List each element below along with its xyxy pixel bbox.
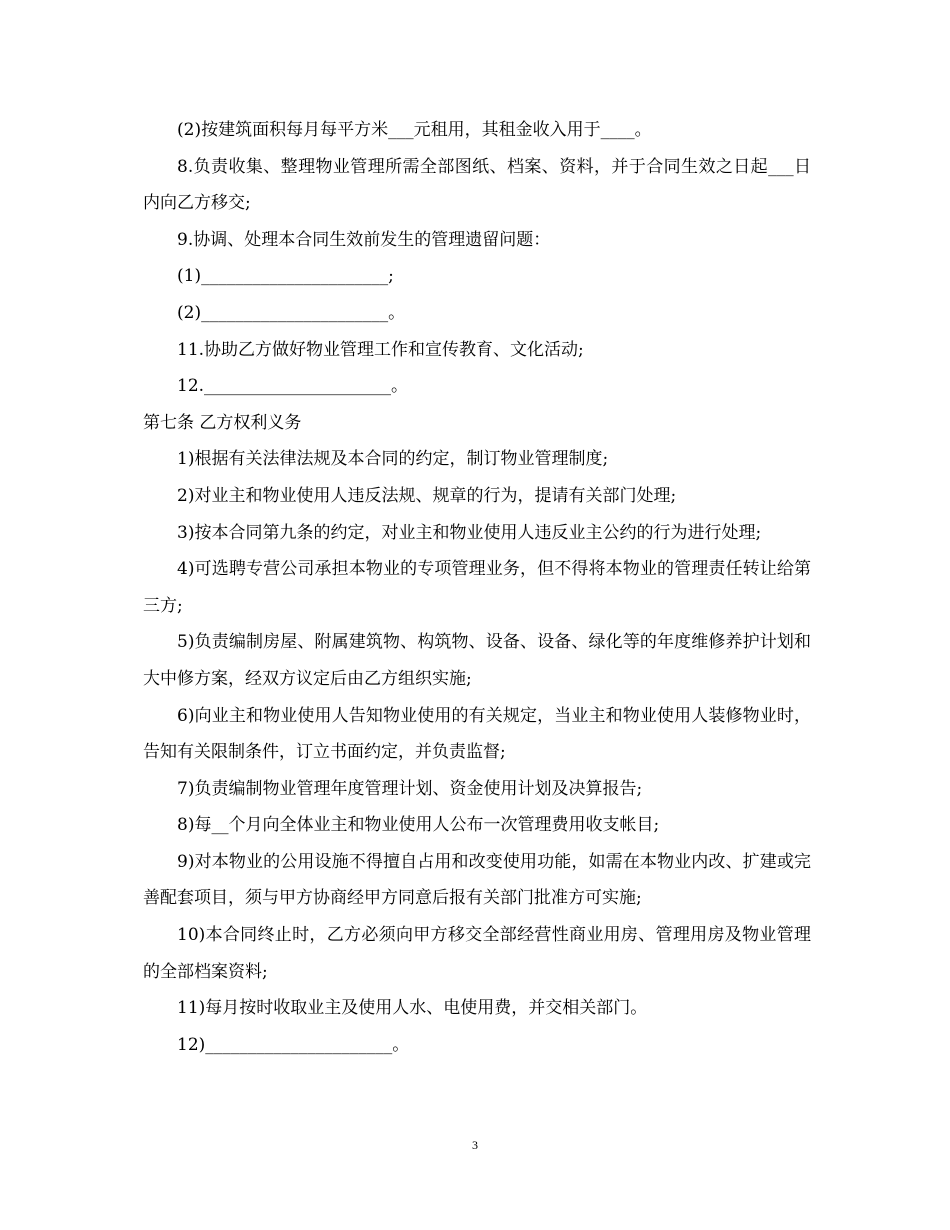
paragraph: 6)向业主和物业使用人告知物业使用的有关规定，当业主和物业使用人装修物业时，告知有关限制条件，订立书面约定，并负责监督;	[143, 705, 811, 763]
paragraph: 10)本合同终止时，乙方必须向甲方移交全部经营性商业用房、管理用房及物业管理的全部档案资料;	[143, 925, 811, 982]
paragraph: 9)对本物业的公用设施不得擅自占用和改变使用功能，如需在本物业内改、扩建或完善配套项目，须与甲方协商经甲方同意后报有关部门批准方可实施;	[143, 851, 811, 909]
document-body	[143, 112, 811, 1063]
paragraph: 5)负责编制房屋、附属建筑物、构筑物、设备、设备、绿化等的年度维修养护计划和大中修方案，经双方议定后由乙方组织实施;	[143, 632, 811, 689]
paragraph: (2)按建筑面积每月每平方米___元租用，其租金收入用于____。	[177, 120, 652, 140]
paragraph: 3)按本合同第九条的约定，对业主和物业使用人违反业主公约的行为进行处理;	[177, 522, 762, 543]
paragraph: 8.负责收集、整理物业管理所需全部图纸、档案、资料，并于合同生效之日起___日内向乙方移交;	[143, 156, 811, 214]
paragraph: 1)根据有关法律法规及本合同的约定，制订物业管理制度;	[177, 449, 609, 470]
paragraph: 8)每__个月向全体业主和物业使用人公布一次管理费用收支帐目;	[177, 815, 660, 836]
paragraph: 2)对业主和物业使用人违反法规、规章的行为，提请有关部门处理;	[177, 485, 677, 506]
paragraph: 7)负责编制物业管理年度管理计划、资金使用计划及决算报告;	[177, 778, 643, 799]
paragraph: 12)______________________。	[177, 1034, 410, 1055]
paragraph: 11)每月按时收取业主及使用人水、电使用费，并交相关部门。	[177, 998, 648, 1019]
paragraph: 9.协调、处理本合同生效前发生的管理遗留问题：	[177, 229, 551, 250]
paragraph: 11.协助乙方做好物业管理工作和宣传教育、文化活动;	[177, 339, 584, 360]
paragraph: 12.______________________。	[177, 376, 409, 397]
section-heading: 第七条 乙方权利义务	[143, 412, 302, 433]
page-number: 3	[472, 1138, 478, 1152]
paragraph: 4)可选聘专营公司承担本物业的专项管理业务，但不得将本物业的管理责任转让给第三方;	[143, 559, 811, 616]
paragraph: (1)______________________;	[177, 266, 394, 287]
paragraph: (2)______________________。	[177, 302, 406, 323]
